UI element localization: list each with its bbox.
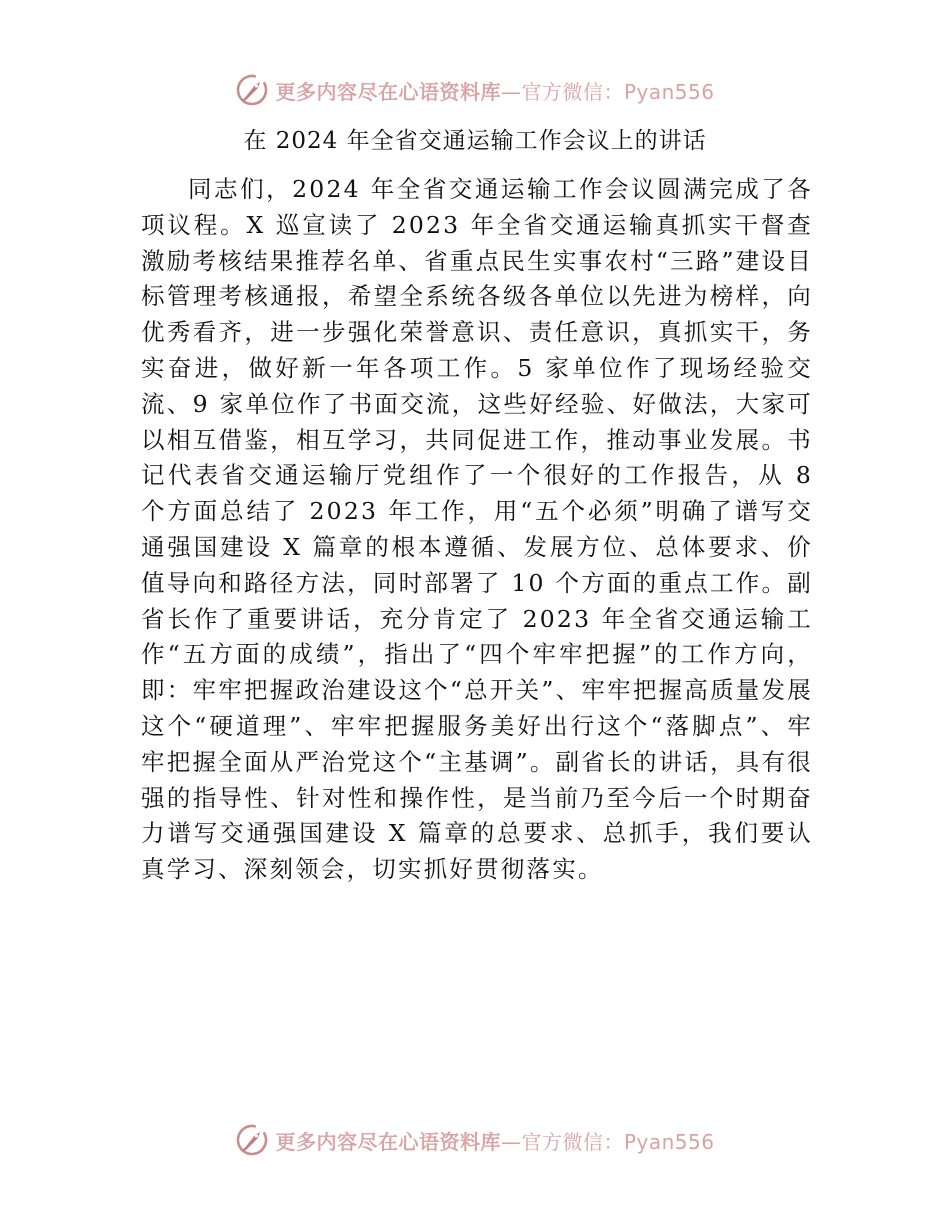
- footer-watermark-lead: 更多内容尽在心语资料库: [275, 1129, 501, 1154]
- pen-nib-logo-icon: [235, 73, 269, 107]
- footer-watermark-text: [275, 1126, 714, 1155]
- pen-nib-logo-icon: [235, 1123, 269, 1157]
- document-body-paragraph: 同志们，2024 年全省交通运输工作会议圆满完成了各项议程。X 巡宣读了 2023 年全省交通运输真抓实干督查激励考核结果推荐名单、省重点民生实事农村“三路”建设目标管理考核通报，希望全系统各级各单位以先进为榜样，向优秀看齐，进一步强化荣誉意识、责任意识，真抓实干，务实奋进，做好新一年各项工作。5 家单位作了现场经验交流、9 家单位作了书面交流，这些好经验、好做法，大家可以相互借鉴，相互学习，共同促进工作，推动事业发展。书记代表省交通运输厅党组作了一个很好的工作报告，从 8 个方面总结了 2023 年工作，用“五个必须”明确了谱写交通强国建设 X 篇章的根本遵循、发展方位、总体要求、价值导向和路径方法，同时部署了 10 个方面的重点工作。副省长作了重要讲话，充分肯定了 2023 年全省交通运输工作“五方面的成绩”，指出了“四个牢牢把握”的工作方向，即：牢牢把握政治建设这个“总开关”、牢牢把握高质量发展这个“硬道理”、牢牢把握服务美好出行这个“落脚点”、牢牢把握全面从严治党这个“主基调”。副省长的讲话，具有很强的指导性、针对性和操作性，是当前乃至今后一个时期奋力谱写交通强国建设 X 篇章的总要求、总抓手，我们要认真学习、深刻领会，切实抓好贯彻落实。: [141, 175, 813, 884]
- document-title: 在 2024 年全省交通运输工作会议上的讲话: [243, 128, 707, 154]
- header-watermark-text: [275, 76, 714, 105]
- header-watermark-lead: 更多内容尽在心语资料库: [275, 79, 501, 104]
- footer-watermark-contact: —官方微信：Pyan556: [500, 1129, 715, 1154]
- footer-watermark-banner: [0, 1120, 950, 1160]
- header-watermark-banner: [0, 70, 950, 110]
- header-watermark-contact: —官方微信：Pyan556: [500, 79, 715, 104]
